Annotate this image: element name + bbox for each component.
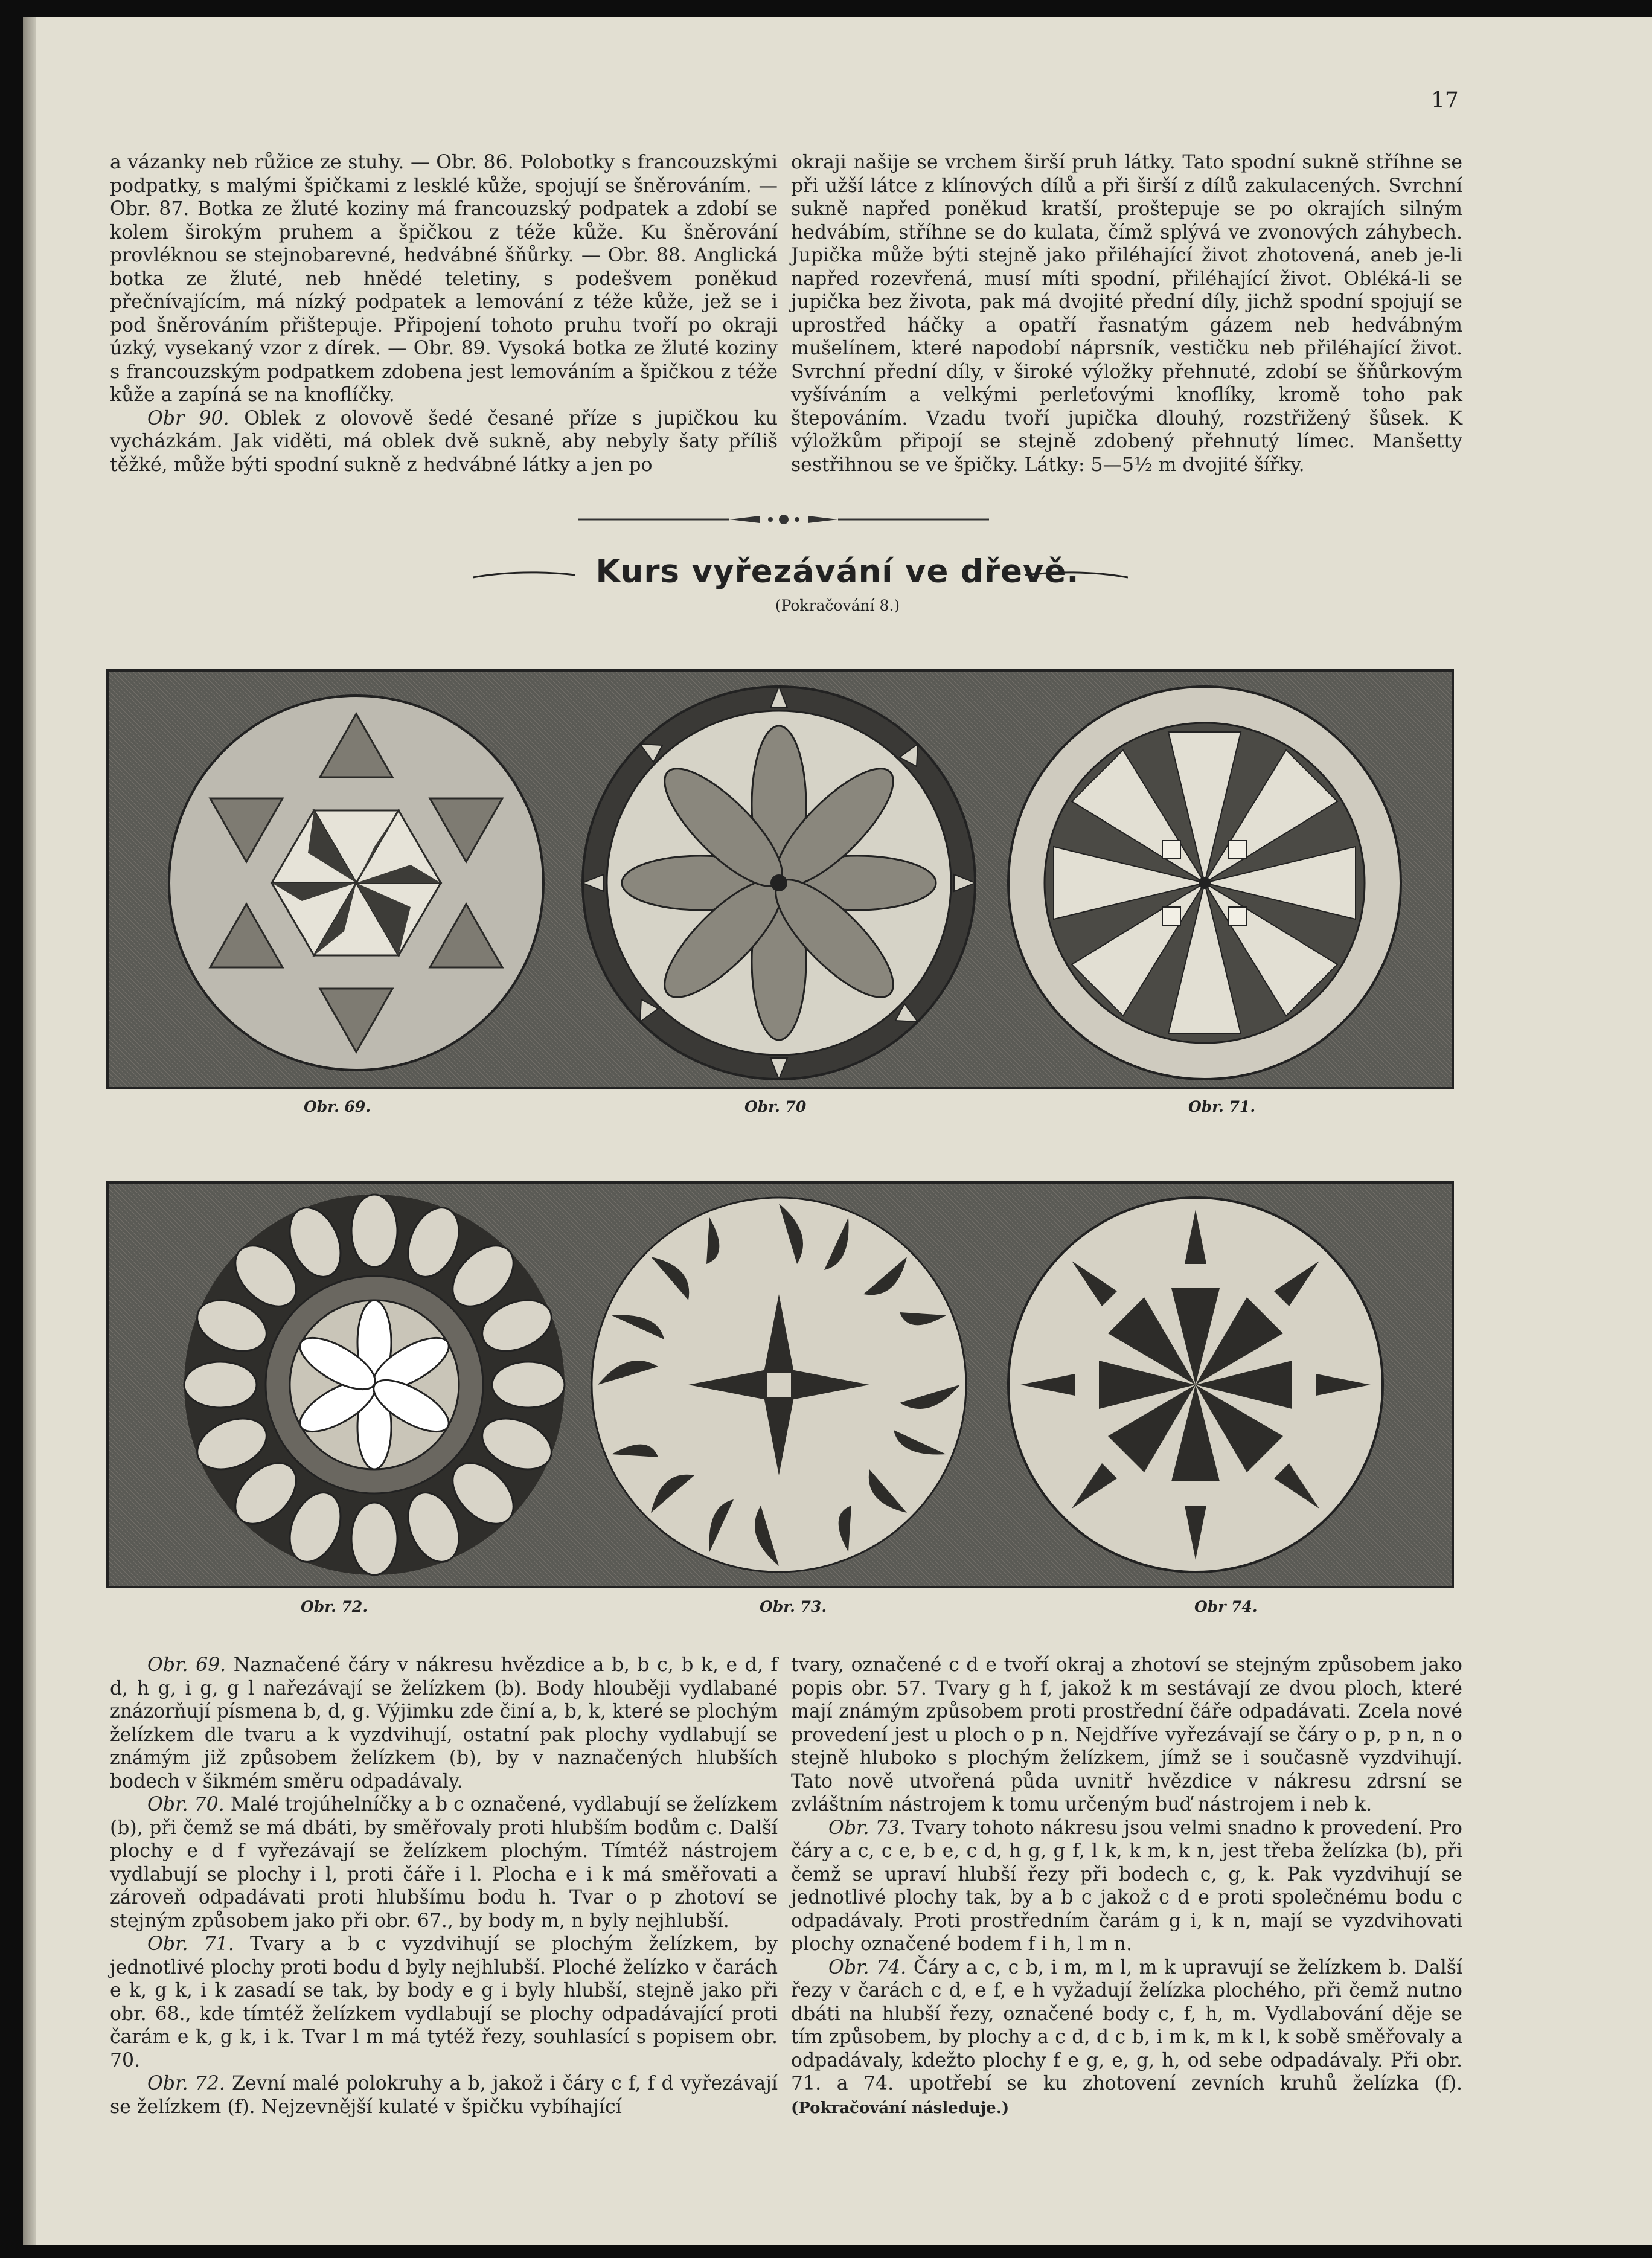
instruction-paragraph (110, 1932, 778, 2072)
section-title: Kurs vyřezávání ve dřevě. (595, 553, 1080, 590)
figure-ref: Obr. 70. (147, 1794, 225, 1815)
top-right-paragraph: okraji našije se vrchem širší pruh látky. Tato spodní sukně stříhne se při užší látce z klínových dílů a při širší z dílů zakulacených. Svrchní sukně napřed poněkud kratší, proštepuje se po okrajích silným hedvábím, stříhne se do kulata, čímž splývá ve zvonových záhybech. Jupička může býti stejně jako přiléhající život zhotovená, aneb je-li napřed rozevřená, musí míti spodní, přiléhající život. Obléká-li se jupička bez života, pak má dvojité přední díly, jichž spodní spojují se uprostřed háčky a opatří řasnatým gázem neb hedvábným mušelínem, které napodobí náprsník, vestičku neb přiléhající život. Svrchní přední díly, v široké výložky přehnuté, zdobí se šňůrkovým vyšíváním a velkými perleťovými knoflíky, kromě toho pak štepováním. Vzadu tvoří jupička dlouhý, rozstřižený šůsek. K výložkům připojí se stejně zdobený přehnutý límec. Manšetty sestřihnou se ve špičky. Látky: 5—5½ m dvojité šířky. (791, 152, 1462, 476)
figure-ref: Obr. 74. (828, 1956, 907, 1978)
page-number: 17 (1431, 88, 1459, 113)
paragraph-text: Tvary tohoto nákresu jsou velmi snadno k provedení. Pro čáry a c, c e, b e, c d, h g, g f, l k, k m, k n, jest třeba želízka (b), při čemž se upraví hlubší řezy při bodech c, g, k. Pak vyzdvihují se jednotlivé plochy tak, by a b c jakož c d e proti společnému bodu c odpadávaly. Proti prostředním čarám g i, k n, mají se vyzdvihovati plochy označené bodem f i h, l m n. (791, 1817, 1463, 1955)
rosette-fig71 (1008, 687, 1401, 1079)
magazine-page (23, 17, 1652, 2245)
rosette-fig72 (184, 1195, 565, 1575)
bottom-left-column (110, 1653, 778, 2118)
instruction-paragraph (110, 2072, 778, 2118)
caption-fig69: Obr. 69. (304, 1098, 371, 1115)
top-left-column (110, 151, 778, 476)
binding-gutter (23, 17, 36, 2245)
rosette-fig74 (1008, 1198, 1383, 1572)
figure-ref: Obr 90. (147, 407, 229, 429)
figure-ref: Obr. 72. (147, 2073, 225, 2094)
woodcut-plate-bottom (106, 1181, 1454, 1588)
paragraph-text: Oblek z olovově šedé česané příze s jupičkou ku vycházkám. Jak viděti, má oblek dvě sukně, aby nebyly šaty příliš těžké, může býti spodní sukně z hedvábné látky a jen po (110, 407, 778, 476)
paragraph-text: tvary, označené c d e tvoří okraj a zhotoví se stejným způsobem jako popis obr. 57. Tvary g h f, jakož k m sestávají ze dvou ploch, které mají známým způsobem proti prostřední čáře odpadávati. Zcela nové provedení jest u ploch o p n. Nejdříve vyřezávají se čáry o p, p n, n o stejně hluboko s plochým želízkem, jímž se i současně vyzdvihují. Tato nově utvořená půda uvnitř hvězdice v nákresu zdrsní se zvláštním nástrojem k tomu určeným buď nástrojem i neb k. (791, 1654, 1462, 1815)
top-left-paragraph: a vázanky neb růžice ze stuhy. — Obr. 86. Polobotky s francouzskými podpatky, s malými špičkami z lesklé kůže, spojují se šněrováním. — Obr. 87. Botka ze žluté koziny má francouzský podpatek a zdobí se kolem širokým pruhem a špičkou z téže kůže. Ku šněrování provléknou se stejnobarevné, hedvábné šňůrky. — Obr. 88. Anglická botka ze žluté, neb hnědé teletiny, s podešvem poněkud přečnívajícím, má nízký podpatek a lemování z téže kůže, jež se i pod šněrováním přištepuje. Připojení tohoto pruhu tvoří po okraji úzký, vysekaný vzor z dírek. — Obr. 89. Vysoká botka ze žluté koziny s francouzským podpatkem zdobena jest lemováním a špičkou z téže kůže a zapíná se na knoflíčky. (110, 152, 778, 406)
top-left-paragraph-2 (110, 407, 778, 477)
caption-fig72: Obr. 72. (301, 1598, 368, 1615)
paragraph-text: Malé trojúhelníčky a b c označené, vydlabují se želízkem (b), při čemž se má dbáti, by směřovaly proti hlubším bodům c. Další plochy e d f vyřezávají se želízkem plochým. Tímtéž nástrojem vydlabují se plochy i l, proti čáře i l. Plocha e i k má směřovati a zároveň odpadávati proti hlubšímu bodu h. Tvar o p zhotoví se stejným způsobem jako při obr. 67., by body m, n byly nejhlubší. (110, 1794, 778, 1932)
instruction-paragraph (791, 1817, 1462, 1956)
woodcut-plate-top (106, 669, 1454, 1089)
ornament-divider (578, 507, 989, 531)
top-right-column (791, 151, 1462, 476)
paragraph-text: Čáry a c, c b, i m, m l, m k upravují se želízkem b. Další řezy v čarách c d, e f, e h vyžadují želízka plochého, při čemž nutno dbáti na hlubší řezy, označené body c, f, h, m. Vydlabování děje se tím způsobem, by plochy a c d, d c b, i m k, m k l, k sobě směřovaly a odpadávaly, kdežto plochy f e g, e, g, h, od sebe odpadávaly. Při obr. 71. a 74. upotřebí se ku zhotovení zevních kruhů želízka (f). (791, 1956, 1463, 2094)
rosette-fig69 (169, 696, 543, 1070)
instruction-paragraph (110, 1653, 778, 1793)
instruction-paragraph (791, 1956, 1462, 2120)
caption-fig70: Obr. 70 (744, 1098, 807, 1115)
figure-ref: Obr. 71. (147, 1933, 234, 1955)
caption-fig71: Obr. 71. (1188, 1098, 1256, 1115)
section-subtitle: (Pokračování 8.) (775, 597, 900, 614)
title-flourish-right (1025, 564, 1128, 582)
rosette-fig73 (592, 1198, 966, 1572)
instruction-paragraph (110, 1793, 778, 1932)
paragraph-text: Tvary a b c vyzdvihují se plochým želízkem, by jednotlivé plochy proti bodu d byly nejhlubší. Ploché želízko v čarách e k, g k, i k zasadí se tak, by body e g i byly hlubší, stejně jako při obr. 68., kde tímtéž želízkem vydlabují se plochy odpadávající proti čarám e k, g k, i k. Tvar l m má tytéž řezy, souhlasící s popisem obr. 70. (110, 1933, 778, 2071)
paragraph-text: Zevní malé polokruhy a b, jakož i čáry c f, f d vyřezávají se želízkem (f). Nejzevnější kulaté v špičku vybíhající (110, 2073, 778, 2118)
instruction-paragraph (791, 1653, 1462, 1817)
caption-fig73: Obr. 73. (760, 1598, 827, 1615)
figure-ref: Obr. 69. (147, 1654, 226, 1676)
bottom-right-column (791, 1653, 1462, 2120)
continuation-note: (Pokračování následuje.) (791, 2099, 1010, 2117)
rosette-fig70 (583, 687, 975, 1079)
caption-fig74: Obr 74. (1194, 1598, 1258, 1615)
figure-ref: Obr. 73. (828, 1817, 906, 1839)
paragraph-text: Naznačené čáry v nákresu hvězdice a b, b c, b k, e d, f d, h g, i g, g l nařezávají se želízkem (b). Body hlouběji vydlabané znázorňují písmena b, d, g. Výjimku zde činí a, b, k, které se plochým želízkem dle tvaru a k vyzdvihují, ostatní pak plochy vydlabují se známým již způsobem želízkem (b), by v naznačených hlubších bodech v šikmém směru odpadávaly. (110, 1654, 778, 1792)
